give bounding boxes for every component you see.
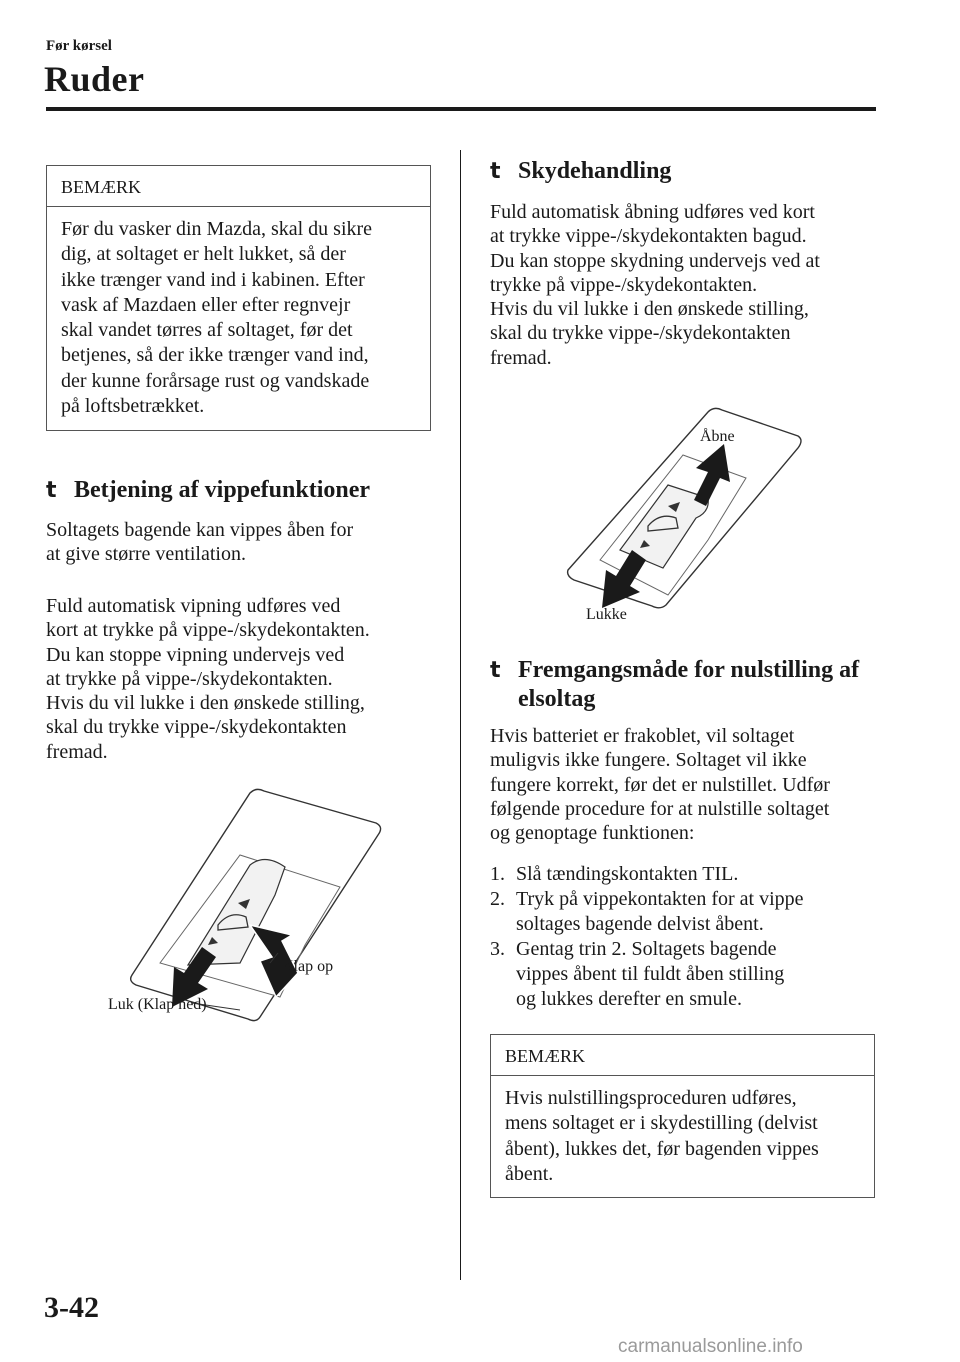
text-line: kort at trykke på vippe-/skydekontakten. (46, 619, 370, 642)
section-heading-slide (490, 157, 880, 186)
text-line: vippes åbent til fuldt åben stilling (516, 963, 785, 985)
text-line: Hvis du vil lukke i den ønskede stilling, (490, 298, 809, 321)
note-line: Hvis nulstillingsproceduren udføres, (505, 1087, 797, 1109)
bullet-marker: t (490, 658, 501, 683)
tilt-instructions (46, 594, 446, 764)
text-line: Soltagets bagende kan vippes åben for (46, 519, 354, 541)
step-item (490, 887, 890, 937)
reset-description (490, 724, 890, 845)
tilt-switch-illustration (100, 785, 390, 1025)
note-title: BEMÆRK (491, 1035, 874, 1076)
step-number: 2. (490, 888, 505, 910)
note-body (47, 207, 430, 419)
text-line: soltages bagende delvist åbent. (516, 913, 764, 935)
section-heading-reset (490, 656, 890, 713)
label-open: Åbne (700, 428, 735, 445)
label-tilt-down: Luk (Klap ned) (108, 996, 207, 1013)
step-text (516, 887, 890, 937)
text-line: at trykke på vippe-/skydekontakten. (46, 667, 333, 690)
note-line: der kunne forårsage rust og vandskade (61, 369, 370, 392)
note-line: åbent), lukkes det, før bagenden vippes (505, 1137, 819, 1160)
section-heading-tilt (46, 476, 446, 505)
heading-text: Betjening af vippefunktioner (74, 477, 371, 503)
note-box-left (46, 165, 431, 431)
note-line: på loftsbetrækket. (61, 395, 205, 418)
text-line: Slå tændingskontakten TIL. (516, 863, 739, 885)
label-close: Lukke (586, 606, 627, 623)
step-item (490, 862, 890, 887)
step-text (516, 937, 890, 1012)
label-tilt-up: Klap op (282, 958, 334, 975)
step-number: 3. (490, 938, 505, 960)
text-line: muligvis ikke fungere. Soltaget vil ikke (490, 749, 807, 772)
text-line: Hvis du vil lukke i den ønskede stilling, (46, 692, 365, 715)
text-line: fungere korrekt, før det er nulstillet. Udfør (490, 773, 830, 796)
note-line: ikke trænger vand ind i kabinen. Efter (61, 268, 365, 291)
tilt-description (46, 518, 446, 567)
note-line: skal vandet tørres af soltaget, før det (61, 319, 353, 342)
arrow-down-icon (602, 550, 646, 608)
paragraph (46, 518, 446, 567)
note-line: Før du vasker din Mazda, skal du sikre (61, 218, 373, 240)
text-line: at give større ventilation. (46, 543, 246, 566)
note-line: vask af Mazdaen eller efter regnvejr (61, 293, 351, 316)
text-line: at trykke vippe-/skydekontakten bagud. (490, 225, 807, 248)
note-body (491, 1076, 874, 1187)
step-number: 1. (490, 863, 505, 885)
slide-switch-illustration (548, 400, 808, 615)
text-line: og genoptage funktionen: (490, 822, 695, 845)
text-line: Du kan stoppe vipning undervejs ved (46, 643, 345, 666)
bullet-marker: t (490, 159, 501, 184)
text-line: skal du trykke vippe-/skydekontakten (490, 322, 791, 345)
text-line: følgende procedure for at nulstille soltaget (490, 797, 830, 820)
note-box-right (490, 1034, 875, 1198)
note-line: mens soltaget er i skydestilling (delvist (505, 1112, 818, 1135)
note-line: åbent. (505, 1162, 554, 1185)
paragraph (490, 724, 890, 845)
note-title: BEMÆRK (47, 166, 430, 207)
text-line: Tryk på vippekontakten for at vippe (516, 888, 804, 910)
slide-instructions (490, 200, 880, 370)
text-line: Du kan stoppe skydning undervejs ved at (490, 249, 820, 272)
text-line: skal du trykke vippe-/skydekontakten (46, 716, 347, 739)
note-line: dig, at soltaget er helt lukket, så der (61, 243, 346, 266)
page-number: 3-42 (44, 1291, 99, 1324)
text-line: fremad. (490, 346, 552, 369)
chapter-title: Ruder (44, 59, 145, 99)
column-divider (460, 150, 461, 1280)
heading-text-continued: elsoltag (518, 686, 596, 712)
heading-text: Skydehandling (518, 158, 672, 184)
heading-text: Fremgangsmåde for nulstilling af (518, 657, 860, 683)
text-line: Fuld automatisk vipning udføres ved (46, 595, 341, 617)
note-line: betjenes, så der ikke trænger vand ind, (61, 344, 369, 367)
section-label: Før kørsel (46, 38, 112, 54)
text-line: fremad. (46, 740, 108, 763)
paragraph (46, 594, 446, 764)
text-line: Hvis batteriet er frakoblet, vil soltaget (490, 725, 795, 747)
step-text (516, 862, 890, 887)
step-item (490, 937, 890, 1012)
text-line: trykke på vippe-/skydekontakten. (490, 273, 758, 296)
arrow-up-icon (694, 444, 730, 506)
text-line: Fuld automatisk åbning udføres ved kort (490, 201, 815, 223)
watermark: carmanualsonline.info (618, 1336, 803, 1357)
header-rule (46, 107, 876, 111)
reset-steps (490, 862, 890, 1012)
bullet-marker: t (46, 478, 57, 503)
text-line: og lukkes derefter en smule. (516, 988, 743, 1010)
text-line: Gentag trin 2. Soltagets bagende (516, 938, 777, 960)
paragraph (490, 200, 880, 370)
